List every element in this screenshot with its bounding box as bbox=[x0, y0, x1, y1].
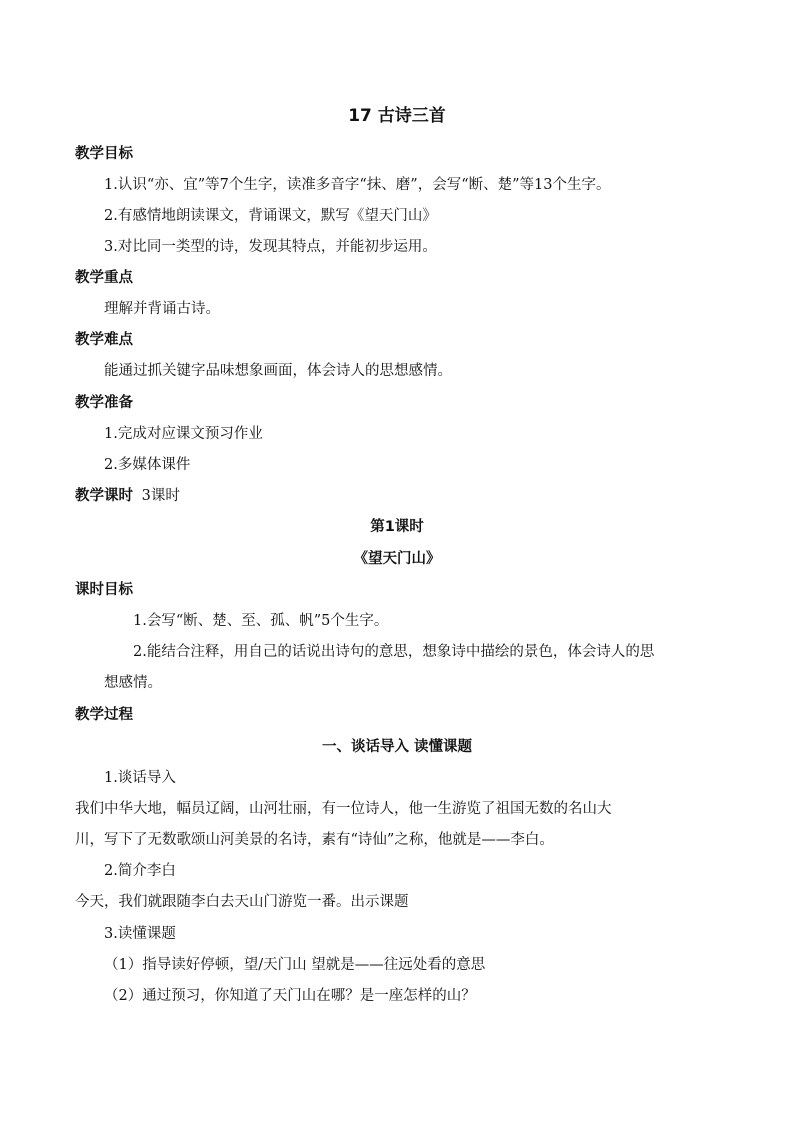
step-3-item-1: （1）指导读好停顿，望/天门山 望就是——往远处看的意思 bbox=[104, 957, 486, 973]
difficulty-heading: 教学难点 bbox=[75, 332, 133, 348]
document-title: 17 古诗三首 bbox=[348, 106, 446, 126]
prep-item-2: 2.多媒体课件 bbox=[104, 457, 191, 473]
step-1-heading: 1.谈话导入 bbox=[104, 770, 176, 786]
hours-line bbox=[75, 486, 180, 506]
prep-item-1: 1.完成对应课文预习作业 bbox=[104, 426, 263, 442]
step-3-heading: 3.读懂课题 bbox=[104, 926, 176, 942]
hours-value: 3课时 bbox=[141, 488, 180, 504]
section-heading: 一、谈话导入 读懂课题 bbox=[321, 739, 473, 755]
lesson-goal-2: 2.能结合注释，用自己的话说出诗句的意思，想象诗中描绘的景色，体会诗人的思 bbox=[133, 644, 655, 660]
lesson-goal-1: 1.会写“断、楚、至、孤、帆”5个生字。 bbox=[133, 613, 389, 629]
prep-heading: 教学准备 bbox=[75, 395, 133, 411]
goal-item-2: 2.有感情地朗读课文，背诵课文，默写《望天门山》 bbox=[104, 208, 437, 224]
lesson-goal-2-cont: 想感情。 bbox=[104, 675, 162, 691]
lesson-goals-heading: 课时目标 bbox=[75, 582, 133, 598]
goal-item-1: 1.认识“亦、宜”等7个生字，读准多音字“抹、磨”，会写“断、楚”等13个生字。 bbox=[104, 177, 611, 193]
process-heading: 教学过程 bbox=[75, 707, 133, 723]
step-3-item-2: （2）通过预习，你知道了天门山在哪？是一座怎样的山？ bbox=[104, 988, 476, 1004]
poem-title: 《望天门山》 bbox=[353, 551, 441, 567]
difficulty-text: 能通过抓关键字品味想象画面，体会诗人的思想感情。 bbox=[104, 363, 452, 379]
step-1-text-line-2: 川，写下了无数歌颂山河美景的名诗，素有“诗仙”之称，他就是——李白。 bbox=[75, 832, 554, 848]
lesson-heading: 第1课时 bbox=[370, 519, 424, 535]
goals-heading: 教学目标 bbox=[75, 146, 133, 162]
hours-heading: 教学课时 bbox=[75, 488, 133, 504]
key-heading: 教学重点 bbox=[75, 270, 133, 286]
goal-item-3: 3.对比同一类型的诗，发现其特点，并能初步运用。 bbox=[104, 239, 437, 255]
key-text: 理解并背诵古诗。 bbox=[104, 301, 220, 317]
step-1-text-line-1: 我们中华大地，幅员辽阔，山河壮丽，有一位诗人，他一生游览了祖国无数的名山大 bbox=[75, 801, 612, 817]
step-2-heading: 2.简介李白 bbox=[104, 863, 176, 879]
step-2-text: 今天，我们就跟随李白去天山门游览一番。出示课题 bbox=[75, 894, 409, 910]
